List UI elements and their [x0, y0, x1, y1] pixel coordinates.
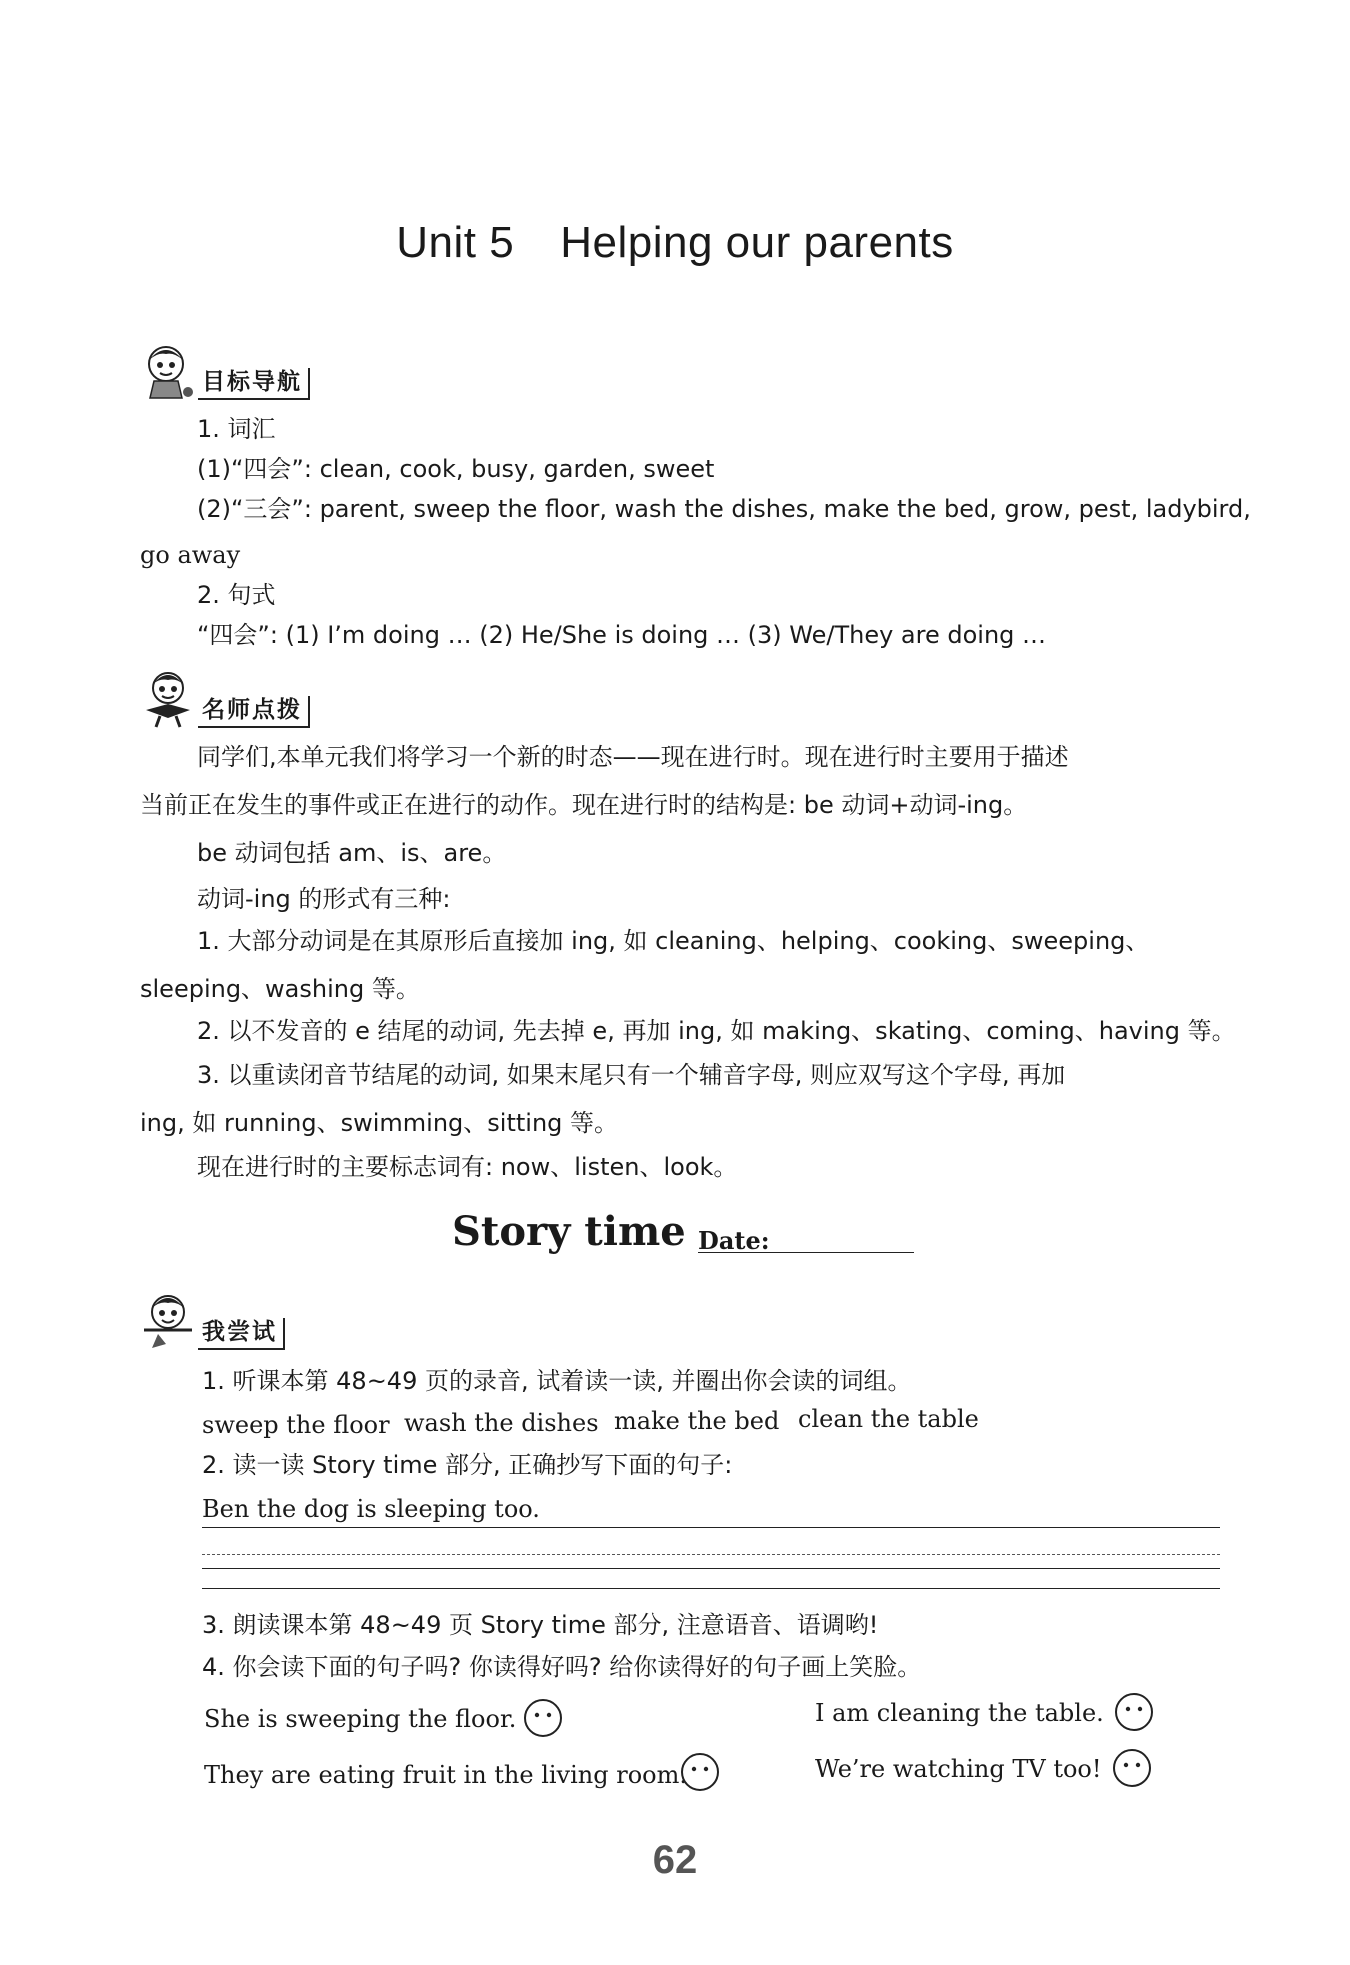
writing-line-top[interactable]: [202, 1527, 1220, 1528]
tip-rule-3: 3. 以重读闭音节结尾的动词, 如果末尾只有一个辅音字母, 则应双写这个字母, 再加: [197, 1061, 1066, 1089]
task-4: 4. 你会读下面的句子吗? 你读得好吗? 给你读得好的句子画上笑脸。: [202, 1653, 922, 1681]
sentence-heading: 2. 句式: [197, 581, 276, 609]
section-header-goals: [140, 340, 310, 400]
section-label: 目标导航: [198, 368, 310, 400]
page-number: 62: [652, 1838, 698, 1882]
task-1: 1. 听课本第 48~49 页的录音, 试着读一读, 并圈出你会读的词组。: [202, 1367, 912, 1395]
writing-line-base[interactable]: [202, 1568, 1220, 1569]
tip-signal-words: 现在进行时的主要标志词有: now、listen、look。: [197, 1153, 738, 1181]
tip-paragraph-1-cont: 当前正在发生的事件或正在进行的动作。现在进行时的结构是: be 动词+动词-ing。: [140, 791, 1028, 819]
smiley-face-icon[interactable]: [1112, 1748, 1152, 1788]
unit-number: Unit 5: [396, 218, 515, 267]
sentence-cleaning: I am cleaning the table.: [815, 1699, 1104, 1727]
tip-rule-1-cont: sleeping、washing 等。: [140, 975, 420, 1003]
sentence-watching: We’re watching TV too!: [815, 1755, 1102, 1783]
writing-line-bottom[interactable]: [202, 1588, 1220, 1589]
section-header-teacher-tips: [140, 668, 310, 728]
writing-line-mid[interactable]: [202, 1554, 1220, 1555]
task-3: 3. 朗读课本第 48~49 页 Story time 部分, 注意语音、语调哟!: [202, 1611, 879, 1639]
tip-be-verbs: be 动词包括 am、is、are。: [197, 839, 507, 867]
story-time-heading: Story time: [452, 1208, 686, 1255]
phrase-make-bed[interactable]: make the bed: [614, 1407, 780, 1435]
girl-mascot-icon: [140, 342, 196, 400]
tip-rule-2: 2. 以不发音的 e 结尾的动词, 先去掉 e, 再加 ing, 如 making、skating、coming、having 等。: [197, 1017, 1236, 1045]
phrase-sweep-floor[interactable]: sweep the floor: [202, 1411, 390, 1439]
tip-paragraph-1: 同学们,本单元我们将学习一个新的时态——现在进行时。现在进行时主要用于描述: [197, 743, 1069, 771]
task-2: 2. 读一读 Story time 部分, 正确抄写下面的句子:: [202, 1451, 733, 1479]
section-label: 名师点拨: [198, 696, 310, 728]
vocab-four-skills: (1)“四会”: clean, cook, busy, garden, sweet: [197, 455, 715, 483]
tip-rule-3-cont: ing, 如 running、swimming、sitting 等。: [140, 1109, 619, 1137]
smiley-face-icon[interactable]: [1114, 1692, 1154, 1732]
phrase-clean-table[interactable]: clean the table: [798, 1405, 979, 1433]
date-input-line[interactable]: [698, 1252, 914, 1253]
girl-mascot-icon: [140, 1292, 196, 1350]
copy-sentence: Ben the dog is sleeping too.: [202, 1495, 540, 1523]
smiley-face-icon[interactable]: [523, 1698, 563, 1738]
unit-name: Helping our parents: [560, 218, 954, 267]
section-label: 我尝试: [198, 1318, 285, 1350]
vocab-heading: 1. 词汇: [197, 415, 276, 443]
sentence-sweeping: She is sweeping the floor.: [204, 1705, 517, 1733]
page-title: [0, 218, 1350, 268]
tip-rule-1: 1. 大部分动词是在其原形后直接加 ing, 如 cleaning、helping、cooking、sweeping、: [197, 927, 1150, 955]
sentence-eating: They are eating fruit in the living room.: [204, 1761, 687, 1789]
sentence-patterns: “四会”: (1) I’m doing … (2) He/She is doing … (3) We/They are doing …: [197, 621, 1047, 649]
vocab-three-skills: (2)“三会”: parent, sweep the floor, wash the dishes, make the bed, grow, pest, ladybird,: [197, 495, 1251, 523]
smiley-face-icon[interactable]: [680, 1752, 720, 1792]
vocab-three-skills-cont: go away: [140, 541, 241, 569]
section-header-try: [140, 1290, 285, 1350]
girl-mascot-icon: [140, 670, 196, 728]
tip-ing-forms: 动词-ing 的形式有三种:: [197, 885, 451, 913]
phrase-wash-dishes[interactable]: wash the dishes: [404, 1409, 599, 1437]
date-label: Date:: [698, 1226, 770, 1255]
